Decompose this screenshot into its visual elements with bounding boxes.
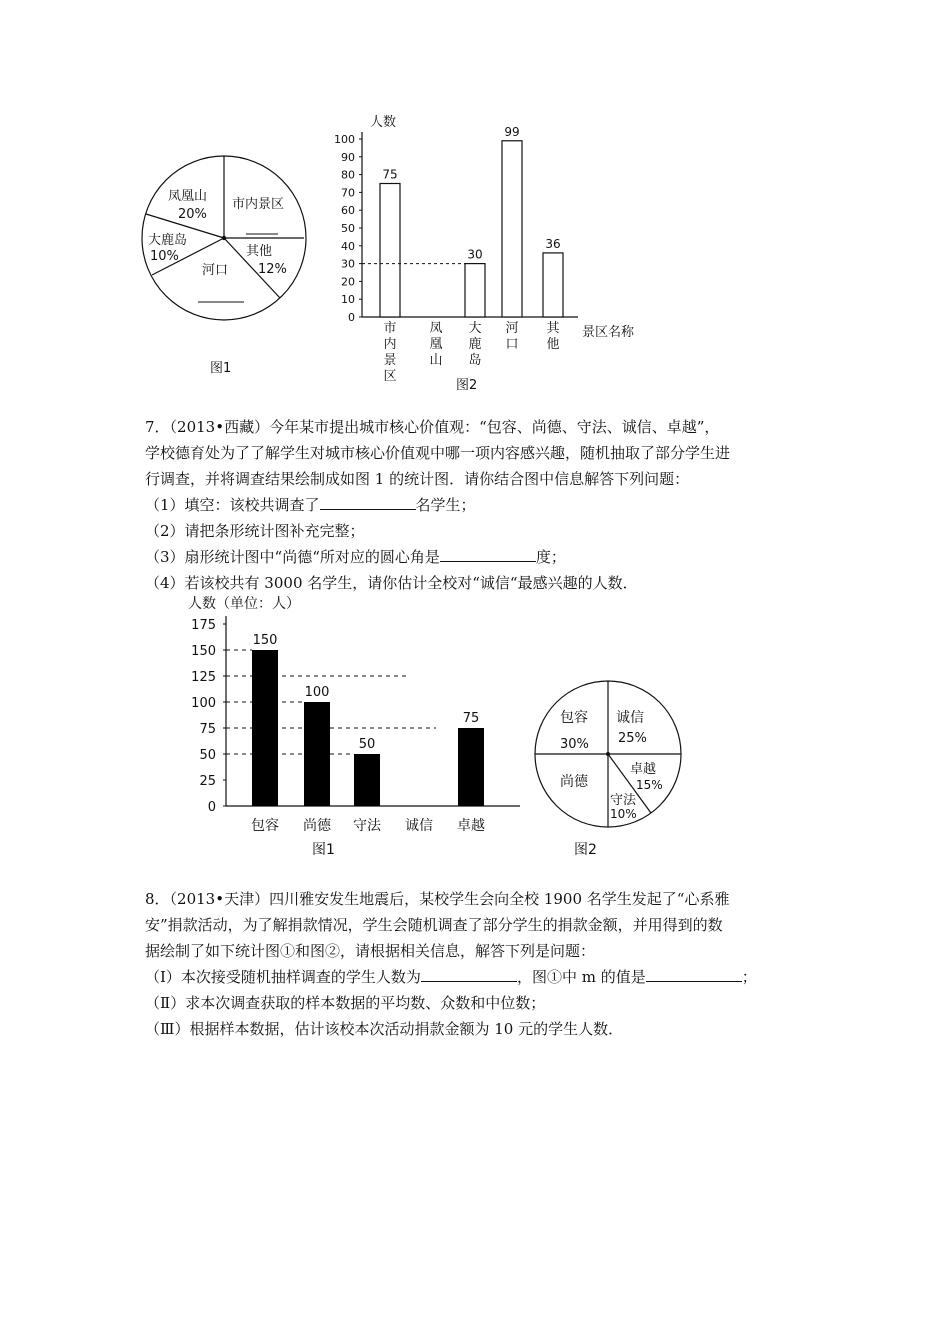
y-tick-label: 150 <box>191 644 216 659</box>
q7-sub-1-text: （1）填空：该校共调查了 <box>145 496 320 514</box>
answer-blank[interactable] <box>646 965 742 982</box>
x-category-label: 内 <box>383 337 397 352</box>
pie-label-baorong: 包容 <box>560 710 588 726</box>
bar <box>543 253 563 317</box>
scenic-pie-chart <box>140 150 320 380</box>
y-tick-label: 125 <box>191 670 216 685</box>
pie-center <box>606 752 610 756</box>
q7-line: 行调查，并将调查结果绘制成如图 1 的统计图．请你结合图中信息解答下列问题： <box>145 470 690 488</box>
answer-blank[interactable] <box>440 545 536 562</box>
bar-value-label: 100 <box>304 685 330 700</box>
values-bar-chart <box>180 588 530 863</box>
q8-line: 据绘制了如下统计图①和图②，请根据相关信息，解答下列是问题： <box>145 942 596 960</box>
pie-label-zhuoyue-pct: 15% <box>636 778 663 792</box>
q7-sub-4: （4）若该校共有 3000 名学生，请你估计全校对“诚信“最感兴趣的人数． <box>145 574 638 592</box>
figure-caption: 图1 <box>312 842 335 858</box>
y-tick-label: 40 <box>341 239 355 253</box>
values-pie-chart <box>530 672 690 862</box>
q7-sub-3 <box>145 544 825 570</box>
q7-sub-3-tail: 度； <box>535 548 566 566</box>
pie-label-dalu-pct: 10% <box>150 249 179 264</box>
bar-value-label: 99 <box>504 124 520 139</box>
y-axis-label: 人数（单位：人） <box>188 596 300 612</box>
bar-value-label: 36 <box>545 236 561 251</box>
x-category-label: 卓越 <box>457 818 485 834</box>
pie-label-shoufa: 守法 <box>610 793 637 808</box>
q7-sub-1-tail: 名学生； <box>415 496 476 514</box>
x-category-label: 包容 <box>251 818 279 834</box>
x-category-label: 诚信 <box>405 818 433 834</box>
x-category-label: 尚德 <box>303 818 331 834</box>
bar-value-label: 75 <box>462 711 480 726</box>
x-category-label: 景 <box>383 353 397 368</box>
x-category-label: 守法 <box>353 818 381 834</box>
bar <box>380 184 400 318</box>
x-category-label: 大 <box>468 321 482 336</box>
question-8 <box>145 886 825 1042</box>
y-tick-label: 50 <box>199 748 216 763</box>
x-category-label: 口 <box>505 337 519 352</box>
pie-label-hekou: 河口 <box>202 263 229 278</box>
q7-sub-2: （2）请把条形统计图补充完整； <box>145 522 365 540</box>
x-category-label: 凰 <box>429 337 443 352</box>
pie-center <box>222 236 226 240</box>
q7-line: 7．（2013•西藏）今年某市提出城市核心价值观：“包容、尚德、守法、诚信、卓越”， <box>145 418 720 436</box>
bar-value-label: 75 <box>382 167 398 182</box>
figure-caption: 图2 <box>456 378 478 393</box>
y-tick-label: 0 <box>207 800 216 815</box>
q8-sub-3: （Ⅲ）根据样本数据，估计该校本次活动捐款金额为 10 元的学生人数． <box>145 1020 624 1038</box>
y-tick-label: 60 <box>341 204 355 218</box>
x-category-label: 其 <box>546 321 560 336</box>
pie-label-dalu: 大鹿岛 <box>148 233 188 248</box>
pie-label-shinei: 市内景区 <box>232 197 285 212</box>
pie-label-zhuoyue: 卓越 <box>630 762 657 777</box>
q8-line: 8．（2013•天津）四川雅安发生地震后，某校学生会向全校 1900 名学生发起了“心系雅 <box>145 890 730 908</box>
y-tick-label: 90 <box>341 150 355 164</box>
y-tick-label: 0 <box>348 311 355 324</box>
bar-group <box>362 125 563 384</box>
bar <box>304 702 330 806</box>
figure-caption: 图2 <box>574 842 597 858</box>
x-category-label: 区 <box>383 369 397 384</box>
x-category-label: 河 <box>505 321 519 336</box>
x-category-label: 市 <box>383 321 397 336</box>
pie-label-fenghuang-pct: 20% <box>178 207 207 222</box>
y-tick-label: 25 <box>199 774 216 789</box>
answer-blank[interactable] <box>421 965 517 982</box>
x-category-label: 岛 <box>468 353 482 368</box>
q8-sub-1-mid: ，图①中 m 的值是 <box>516 968 646 986</box>
pie-label-fenghuang: 凤凰山 <box>168 189 208 204</box>
y-tick-label: 20 <box>341 275 355 289</box>
pie-label-chengxin-pct: 25% <box>618 731 647 746</box>
x-category-label: 他 <box>546 337 560 352</box>
q7-line: 学校德育处为了了解学生对城市核心价值观中哪一项内容感兴趣，随机抽取了部分学生进 <box>145 444 731 462</box>
bar <box>465 264 485 317</box>
pie-label-shangde: 尚德 <box>560 774 588 790</box>
bar-value-label: 150 <box>252 633 278 648</box>
bar-group <box>251 633 485 834</box>
bar <box>354 754 380 806</box>
q8-sub-1-text: （Ⅰ）本次接受随机抽样调查的学生人数为 <box>145 968 421 986</box>
bar <box>458 728 484 806</box>
y-tick-label: 30 <box>341 257 355 271</box>
pie-label-shoufa-pct: 10% <box>610 807 637 821</box>
y-tick-label: 100 <box>334 133 355 146</box>
y-tick-label: 50 <box>341 222 355 235</box>
q8-sub-2: （Ⅱ）求本次调查获取的样本数据的平均数、众数和中位数； <box>145 994 546 1012</box>
answer-blank[interactable] <box>320 493 416 510</box>
figure-caption: 图1 <box>210 361 232 376</box>
q8-line: 安”捐款活动，为了解捐款情况，学生会随机调查了部分学生的捐款金额，并用得到的数 <box>145 916 723 934</box>
y-tick-label: 175 <box>191 618 216 633</box>
q7-sub-1 <box>145 492 825 518</box>
pie-label-qita-pct: 12% <box>258 262 287 277</box>
y-tick-label: 10 <box>341 293 355 307</box>
x-category-label: 鹿 <box>468 337 482 352</box>
pie-label-chengxin: 诚信 <box>616 710 644 726</box>
q7-sub-3-text: （3）扇形统计图中“尚德“所对应的圆心角是 <box>145 548 440 566</box>
bar-value-label: 30 <box>467 247 483 262</box>
x-category-label: 山 <box>429 353 443 368</box>
y-tick-label: 100 <box>191 696 216 711</box>
q8-sub-1-tail: ； <box>741 968 757 986</box>
pie-label-qita: 其他 <box>246 244 273 259</box>
question-7 <box>145 414 825 596</box>
y-tick-label: 75 <box>199 722 216 737</box>
x-category-label: 凤 <box>429 321 443 336</box>
y-axis-label: 人数 <box>370 115 397 130</box>
y-tick-label: 70 <box>341 186 355 200</box>
y-tick-label: 80 <box>341 168 355 182</box>
pie-label-baorong-pct: 30% <box>560 737 589 752</box>
x-axis-label: 景区名称 <box>582 325 635 340</box>
bar <box>502 141 522 317</box>
q8-sub-1 <box>145 964 825 990</box>
bar <box>252 650 278 806</box>
y-tick-group <box>334 133 362 324</box>
scenic-bar-chart <box>330 110 660 395</box>
bar-value-label: 50 <box>358 737 376 752</box>
